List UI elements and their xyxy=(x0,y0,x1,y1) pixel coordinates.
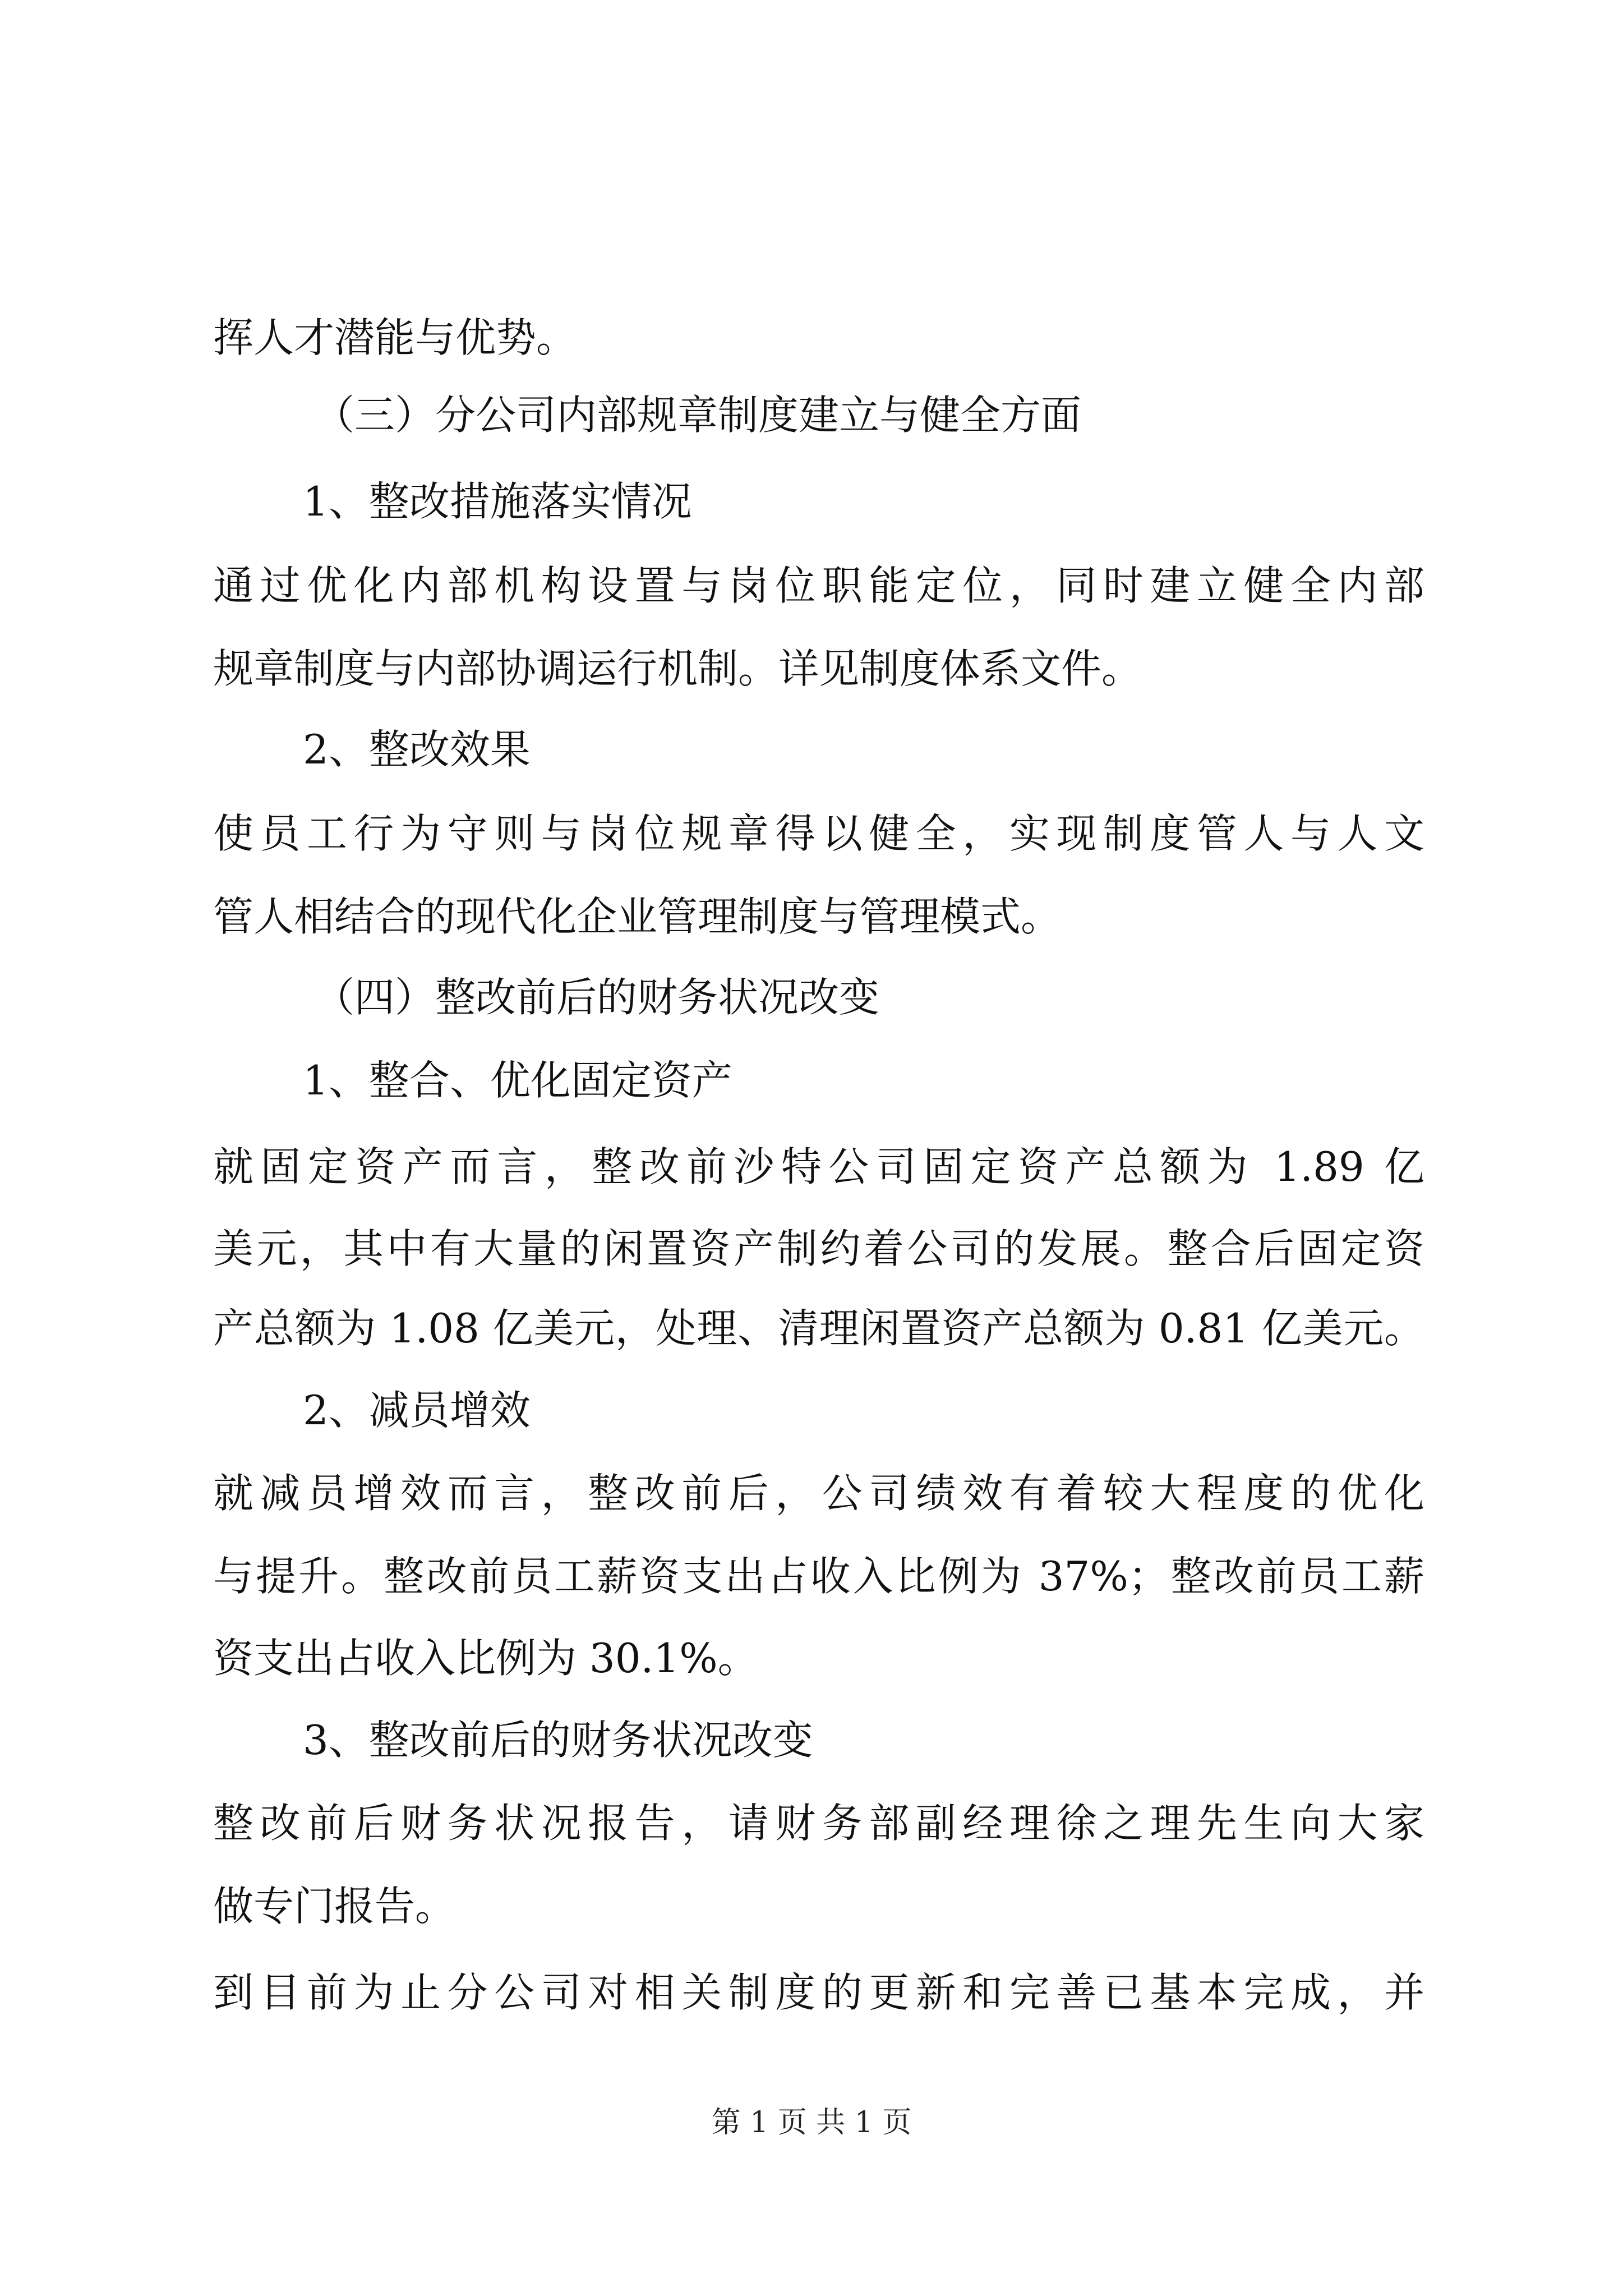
page-footer: 第 1 页 共 1 页 xyxy=(711,2106,912,2139)
body-text-line: 管人相结合的现代化企业管理制度与管理模式。 xyxy=(213,893,1062,940)
body-text-line: 资支出占收入比例为 30.1%。 xyxy=(213,1635,758,1682)
subheading: 3、整改前后的财务状况改变 xyxy=(303,1717,813,1764)
body-text-line: 美元，其中有大量的闲置资产制约着公司的发展。整合后固定资 xyxy=(213,1225,1424,1272)
section-heading: （四）整改前后的财务状况改变 xyxy=(314,974,880,1021)
section-heading: （三）分公司内部规章制度建立与健全方面 xyxy=(314,392,1082,439)
body-text-line: 产总额为 1.08 亿美元，处理、清理闲置资产总额为 0.81 亿美元。 xyxy=(213,1305,1424,1352)
body-text-line: 就固定资产而言，整改前沙特公司固定资产总额为 1.89 亿 xyxy=(213,1143,1424,1190)
body-text-line: 与提升。整改前员工薪资支出占收入比例为 37%；整改前员工薪 xyxy=(213,1553,1424,1600)
subheading: 1、整合、优化固定资产 xyxy=(303,1057,732,1104)
body-text-line: 到目前为止分公司对相关制度的更新和完善已基本完成，并 xyxy=(213,1969,1424,2016)
body-text-line: 做专门报告。 xyxy=(213,1883,456,1930)
subheading: 2、减员增效 xyxy=(303,1387,531,1434)
body-text-line: 整改前后财务状况报告，请财务部副经理徐之理先生向大家 xyxy=(213,1800,1424,1847)
body-text-line: 使员工行为守则与岗位规章得以健全，实现制度管人与人文 xyxy=(213,810,1424,857)
body-text-line: 通过优化内部机构设置与岗位职能定位，同时建立健全内部 xyxy=(213,562,1424,609)
body-text-line: 规章制度与内部协调运行机制。详见制度体系文件。 xyxy=(213,645,1142,692)
subheading: 2、整改效果 xyxy=(303,726,531,773)
body-text-line: 就减员增效而言，整改前后，公司绩效有着较大程度的优化 xyxy=(213,1470,1424,1517)
body-text-line: 挥人才潜能与优势。 xyxy=(213,314,577,361)
subheading: 1、整改措施落实情况 xyxy=(303,478,692,525)
